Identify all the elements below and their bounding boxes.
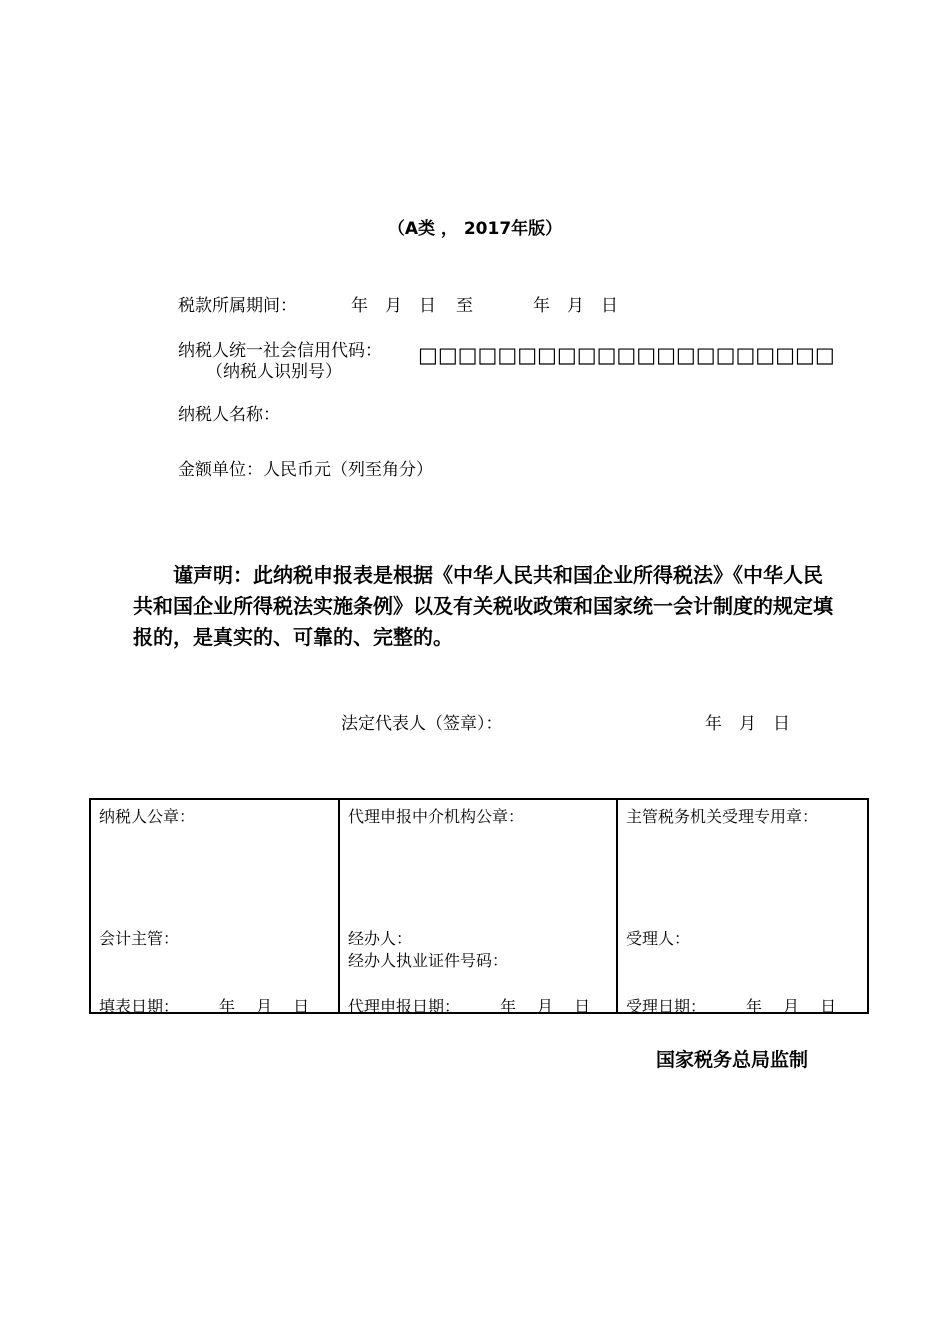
tax-period-from: 年 月 日 <box>351 296 436 316</box>
acceptance-date-label: 受理日期： 年 月 日 <box>626 997 837 1016</box>
receiver-label: 受理人： <box>626 929 691 948</box>
form-version-subtitle: （A类 ， 2017年版） <box>387 219 563 239</box>
fill-date-label: 填表日期： 年 月 日 <box>99 997 310 1016</box>
agency-date-label: 代理申报日期： 年 月 日 <box>348 997 591 1016</box>
tax-authority-seal-label: 主管税务机关受理专用章： <box>626 807 819 826</box>
credit-code-sublabel: （纳税人识别号） <box>206 362 342 382</box>
tax-period-label: 税款所属期间： <box>178 296 297 316</box>
credit-code-label: 纳税人统一社会信用代码： <box>178 341 382 361</box>
agency-seal-label: 代理申报中介机构公章： <box>348 807 525 826</box>
tax-period-to: 年 月 日 <box>533 296 618 316</box>
credit-code-boxes[interactable]: □□□□□□□□□□□□□□□□□□□□□ <box>418 343 835 367</box>
legal-representative-label: 法定代表人（签章）： <box>341 714 503 734</box>
signature-date: 年 月 日 <box>705 714 790 734</box>
agency-seal-cell <box>339 799 617 1016</box>
taxpayer-seal-label: 纳税人公章： <box>99 807 196 826</box>
accounting-supervisor-label: 会计主管： <box>99 929 180 948</box>
taxpayer-name-label: 纳税人名称： <box>178 405 280 425</box>
taxpayer-seal-cell <box>90 799 339 1016</box>
tax-authority-seal-cell <box>617 799 868 1016</box>
seals-table <box>89 798 869 1014</box>
currency-unit-label: 金额单位：人民币元（列至角分） <box>178 460 433 480</box>
handler-cert-label: 经办人执业证件号码： <box>348 951 509 970</box>
handler-label: 经办人： <box>348 929 413 948</box>
supervision-authority: 国家税务总局监制 <box>656 1049 809 1071</box>
tax-period-to-word: 至 <box>456 296 473 316</box>
declaration-statement: 谨声明：此纳税申报表是根据《中华人民共和国企业所得税法》《中华人民共和国企业所得税法实施条例》以及有关税收政策和国家统一会计制度的规定填报的，是真实的、可靠的、完整的。 <box>133 563 833 649</box>
